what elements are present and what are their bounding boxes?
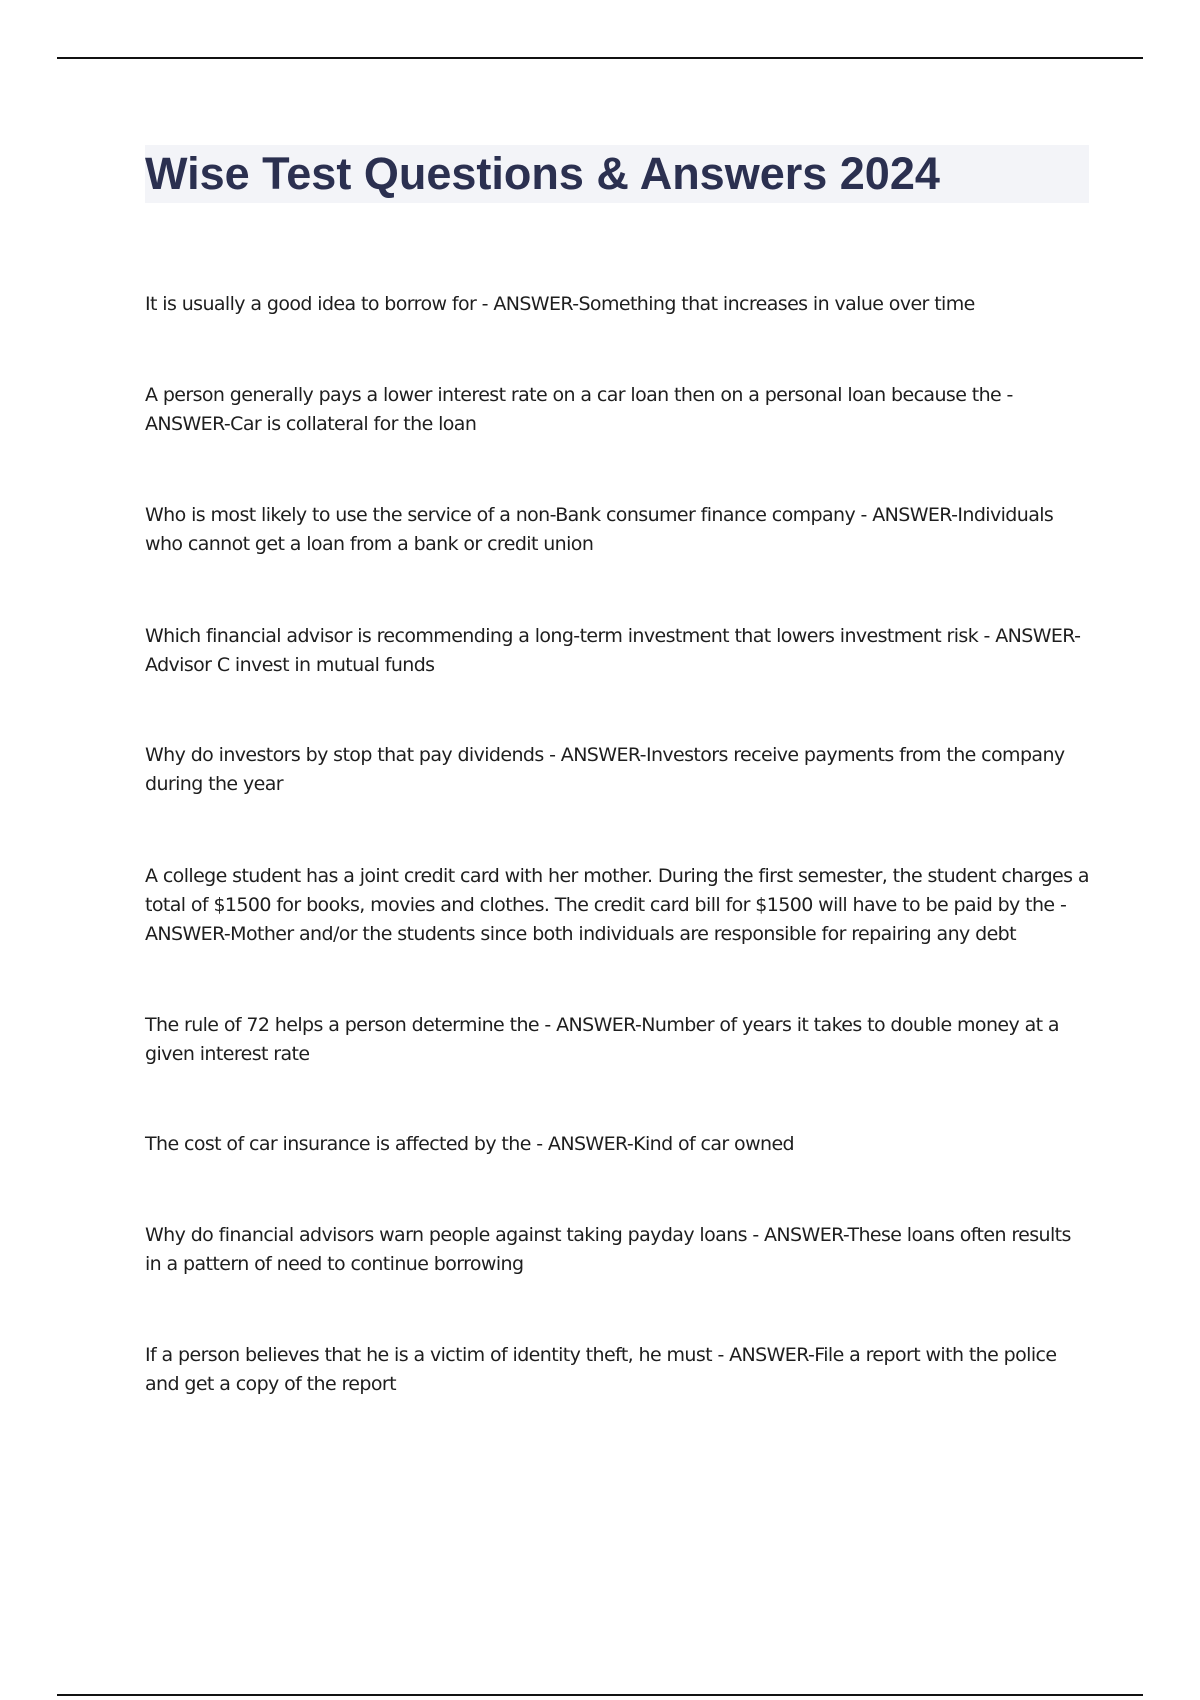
qa-item-1: It is usually a good idea to borrow for - ANSWER-Something that increases in value over time [145, 293, 975, 315]
qa-item-10: If a person believes that he is a victim of identity theft, he must - ANSWER-File a report with the police and get a copy of the report [145, 1344, 1057, 1395]
qa-item-9: Why do financial advisors warn people against taking payday loans - ANSWER-These loans often results in a pattern of need to continue borrowing [145, 1224, 1071, 1275]
qa-item-3: Who is most likely to use the service of a non-Bank consumer finance company - ANSWER-Individuals who cannot get a loan from a bank or credit union [145, 504, 1054, 555]
document-title: Wise Test Questions & Answers 2024 [145, 148, 940, 199]
top-divider [57, 57, 1143, 59]
qa-item-4: Which financial advisor is recommending a long-term investment that lowers investment risk - ANSWER-Advisor C invest in mutual funds [145, 625, 1081, 676]
qa-item-6: A college student has a joint credit card with her mother. During the first semester, the student charges a total of $1500 for books, movies and clothes. The credit card bill for $1500 will have to be paid by the - ANSWER-Mother and/or the students since both individuals are responsible for repairing any debt [145, 865, 1089, 945]
bottom-divider [57, 1694, 1143, 1696]
qa-item-5: Why do investors by stop that pay dividends - ANSWER-Investors receive payments from the company during the year [145, 744, 1065, 795]
qa-item-8: The cost of car insurance is affected by the - ANSWER-Kind of car owned [145, 1133, 795, 1155]
qa-item-2: A person generally pays a lower interest rate on a car loan then on a personal loan because the - ANSWER-Car is collateral for the loan [145, 384, 1013, 435]
qa-item-7: The rule of 72 helps a person determine the - ANSWER-Number of years it takes to double money at a given interest rate [145, 1014, 1059, 1065]
